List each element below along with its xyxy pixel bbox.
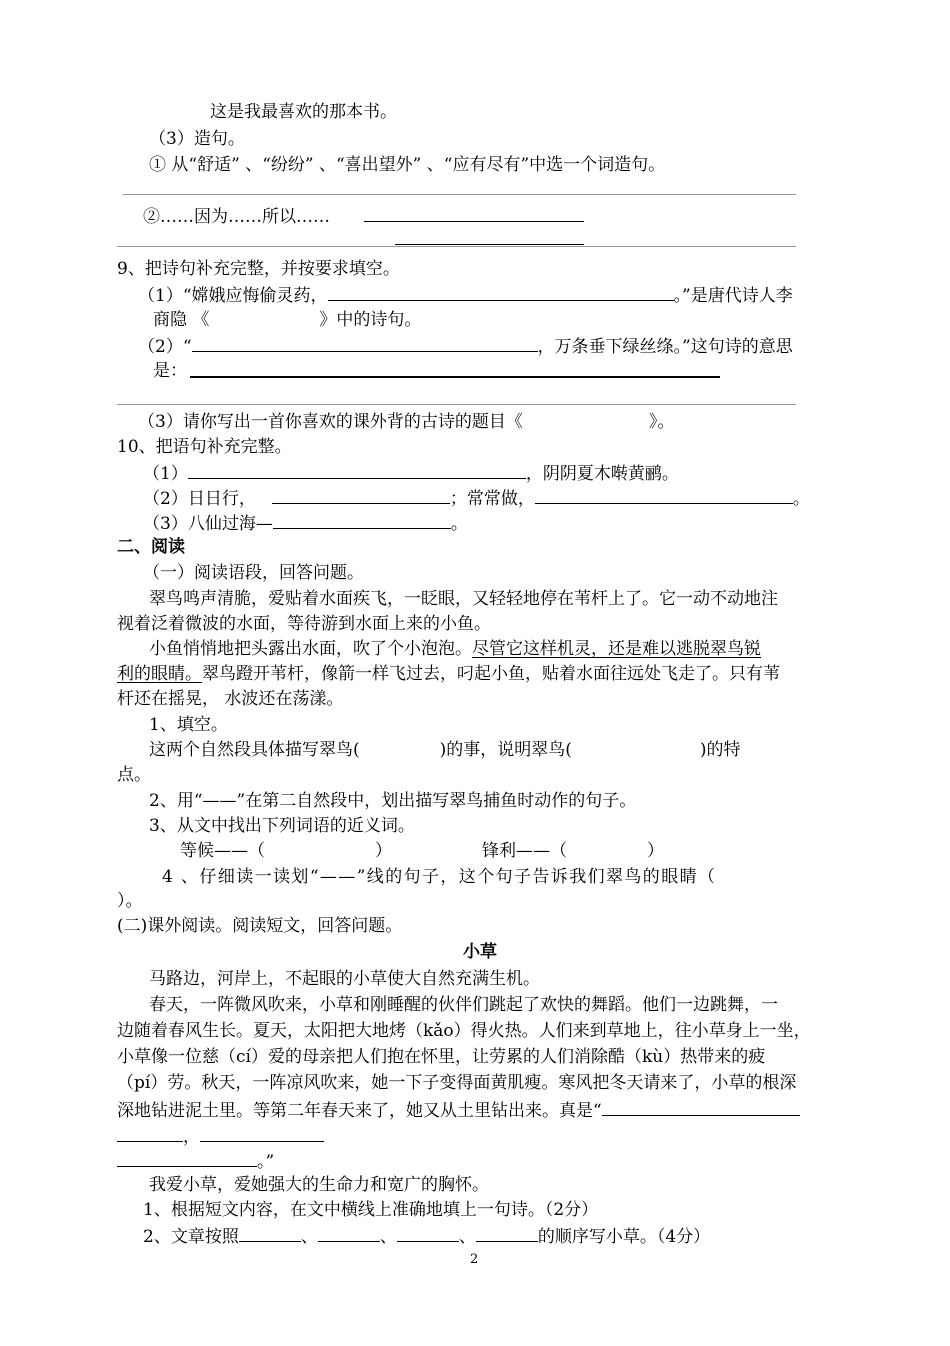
q10-item2: [143, 485, 810, 511]
answer-line[interactable]: [395, 244, 584, 245]
answer-blank[interactable]: [192, 333, 538, 352]
part2-heading: (二)课外阅读。阅读短文，回答问题。: [117, 916, 403, 936]
story-line: [117, 1097, 800, 1123]
q9-item2: [138, 333, 793, 359]
story-line: 马路边，河岸上，不起眼的小草使大自然充满生机。: [149, 969, 540, 989]
sq2-text: 2、文章按照: [143, 1227, 239, 1247]
poem-blank[interactable]: [200, 1123, 324, 1142]
q9-item1-book-open: 商隐 《: [153, 310, 210, 330]
story-title: 小草: [463, 942, 497, 962]
passage-line: 翠鸟鸣声清脆，爱贴着水面疾飞，一眨眼，又轻轻地停在苇杆上了。它一动不动地注: [149, 589, 778, 609]
passage-text: 翠鸟蹬开苇杆，像箭一样飞过去，叼起小鱼，贴着水面往远处飞走了。只有苇: [202, 664, 780, 684]
q10-item1-suffix: ，阴阴夏木啭黄鹂。: [525, 464, 679, 484]
sq2-sep: 、: [300, 1227, 318, 1247]
reading-q1-label: 1、填空。: [149, 715, 228, 735]
q10-item2-suffix: 。: [792, 489, 810, 509]
answer-blank[interactable]: [476, 1223, 538, 1242]
reading-q3-words: [180, 839, 664, 863]
section-heading: 二、阅读: [117, 537, 185, 557]
reading-q1-line2: 点。: [117, 765, 151, 785]
answer-blank[interactable]: [273, 510, 451, 529]
q9-heading: 9、把诗句补充完整，并按要求填空。: [117, 259, 400, 279]
answer-blank[interactable]: [397, 1223, 459, 1242]
q10-item2-prefix: （2）日日行，: [143, 489, 256, 509]
underlined-sentence: 利的眼睛。: [117, 664, 202, 684]
answer-blank[interactable]: [318, 1223, 380, 1242]
q9-item1-line2: [153, 308, 421, 332]
story-q1: 1、根据短文内容，在文中横线上准确地填上一句诗。（2分）: [143, 1200, 599, 1220]
reading-q4-line2: ）。: [117, 891, 143, 911]
q9-item3-close: 》。: [648, 412, 675, 432]
reading-q2: 2、用“——”在第二自然段中，划出描写翠鸟捕鱼时动作的句子。: [149, 791, 637, 811]
story-line: [117, 1148, 274, 1174]
q1-text-b: )的事，说明翠鸟(: [439, 740, 572, 760]
q8-item2-text: ②……因为……所以……: [143, 207, 330, 227]
q3-word2: 锋利——（: [482, 841, 567, 861]
answer-line[interactable]: [190, 376, 720, 378]
story-q2: [143, 1223, 710, 1249]
q9-item1-book-close: 》中的诗句。: [319, 310, 422, 330]
q1-text-a: 这两个自然段具体描写翠鸟(: [149, 740, 360, 760]
q9-item2-prefix: （2）“: [138, 337, 192, 357]
q9-item1-prefix: （1）“嫦娥应悔偷灵药，: [138, 286, 328, 306]
q9-item2-suffix: ，万条垂下绿丝绦。”这句诗的意思: [537, 337, 793, 357]
q9-item2-line2: 是：: [153, 361, 187, 381]
answer-blank[interactable]: [272, 485, 450, 504]
q9-item3-text: （3）请你写出一首你喜欢的课外背的古诗的题目《: [138, 412, 523, 432]
answer-line[interactable]: [123, 194, 796, 195]
part1-heading: （一）阅读语段，回答问题。: [143, 563, 364, 583]
answer-blank[interactable]: [328, 282, 674, 301]
q9-item3: [138, 410, 674, 434]
q10-item3-prefix: （3）八仙过海—: [143, 514, 273, 534]
q10-item2-mid: ；常常做，: [449, 489, 535, 509]
q10-item3: [143, 510, 468, 536]
reading-q3: 3、从文中找出下列词语的近义词。: [149, 816, 415, 836]
passage-line: 杆还在摇晃， 水波还在荡漾。: [117, 689, 344, 709]
poem-blank[interactable]: [602, 1097, 800, 1116]
story-line: （pí）劳。秋天，一阵凉风吹来，她一下子变得面黄肌瘦。寒风把冬天请来了，小草的根深: [117, 1073, 797, 1093]
poem-blank[interactable]: [117, 1148, 257, 1167]
story-quote-end: 。”: [257, 1152, 275, 1172]
q3-word1: 等候——（: [180, 841, 265, 861]
story-comma: ，: [183, 1127, 200, 1147]
story-line: 我爱小草，爱她强大的生命力和宽广的胸怀。: [149, 1175, 489, 1195]
q1-text-c: )的特: [699, 740, 741, 760]
reading-q4-line1: 4 、仔细读一读划“——”线的句子，这个句子告诉我们翠鸟的眼睛（: [162, 867, 717, 887]
q10-item1: [143, 460, 679, 486]
answer-blank[interactable]: [188, 460, 526, 479]
passage-line: [117, 662, 780, 686]
story-line: [117, 1123, 324, 1149]
example-sentence: 这是我最喜欢的那本书。: [210, 102, 397, 122]
q3-close1: ）: [375, 841, 392, 861]
q8-part3-item2: [143, 203, 584, 229]
q3-close2: ）: [647, 841, 664, 861]
answer-blank[interactable]: [364, 203, 584, 222]
q8-part3-label: （3）造句。: [149, 129, 245, 149]
story-line: 小草像一位慈（cí）爱的母亲把人们抱在怀里，让劳累的人们消除酷（kù）热带来的疲: [117, 1047, 766, 1067]
sq2-sep: 、: [379, 1227, 397, 1247]
story-line: 春天，一阵微风吹来，小草和刚睡醒的伙伴们跳起了欢快的舞蹈。他们一边跳舞，一: [149, 995, 778, 1015]
sq2-text-end: 的顺序写小草。（4分）: [537, 1227, 711, 1247]
underlined-sentence: 尽管它这样机灵，还是难以逃脱翠鸟锐: [472, 639, 761, 659]
story-line: 边随着春风生长。夏天，太阳把大地烤（kǎo）得火热。人们来到草地上，往小草身上一坐，: [117, 1021, 811, 1041]
q10-heading: 10、把语句补充完整。: [117, 437, 292, 457]
answer-line[interactable]: [117, 246, 796, 247]
poem-blank[interactable]: [117, 1123, 183, 1142]
passage-text: 小鱼悄悄地把头露出水面，吹了个小泡泡。: [149, 639, 472, 659]
q10-item1-prefix: （1）: [143, 464, 188, 484]
q10-item3-suffix: 。: [450, 514, 468, 534]
reading-q1-line1: [149, 738, 741, 762]
story-text: 深地钻进泥土里。等第二年春天来了，她又从土里钻出来。真是“: [117, 1101, 602, 1121]
answer-line[interactable]: [117, 404, 796, 405]
passage-line: [149, 637, 761, 661]
q9-item1-suffix: 。”是唐代诗人李: [673, 286, 793, 306]
answer-blank[interactable]: [535, 485, 793, 504]
q9-item1: [138, 282, 793, 308]
page-number: 2: [470, 1252, 479, 1267]
sq2-sep: 、: [458, 1227, 476, 1247]
answer-blank[interactable]: [239, 1223, 301, 1242]
passage-line: 视着泛着微波的水面，等待游到水面上来的小鱼。: [117, 614, 491, 634]
q8-part3-item1: ① 从“舒适” 、“纷纷” 、“喜出望外” 、“应有尽有”中选一个词造句。: [149, 155, 666, 175]
